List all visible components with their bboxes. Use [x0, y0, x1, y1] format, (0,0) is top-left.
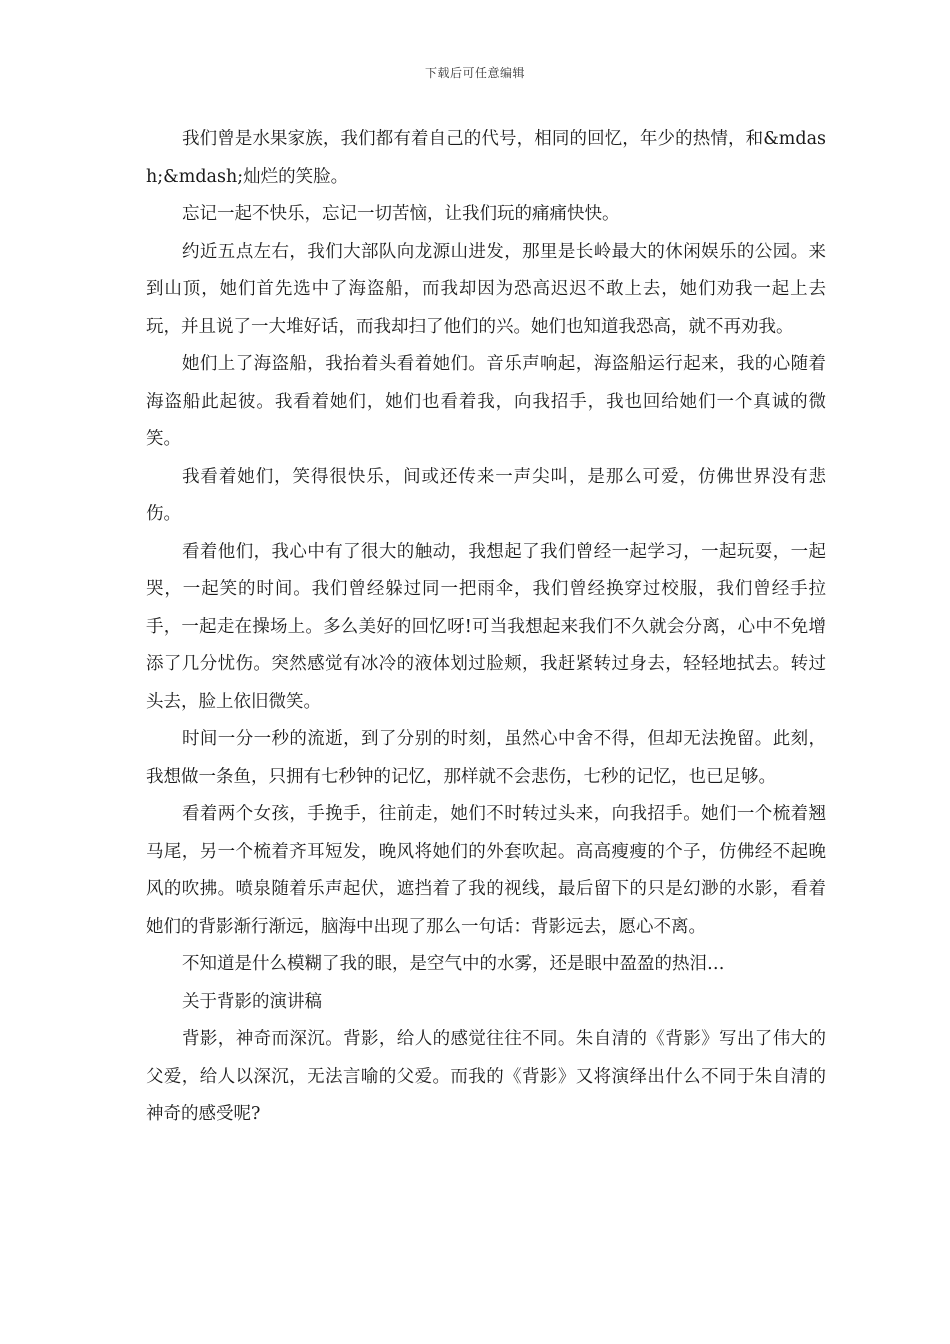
- paragraph-happy-laughter: 我看着她们，笑得很快乐，间或还传来一声尖叫，是那么可爱，仿佛世界没有悲伤。: [146, 466, 826, 524]
- section-title-speech: 关于背影的演讲稿: [182, 991, 322, 1012]
- paragraph-pirate-ship: 她们上了海盗船，我抬着头看着她们。音乐声响起，海盗船运行起来，我的心随着海盗船此起彼。我看着她们，她们也看着我，向我招手，我也回给她们一个真诚的微笑。: [146, 354, 826, 449]
- paragraph-farewell-time: 时间一分一秒的流逝，到了分别的时刻，虽然心中舍不得，但却无法挽留。此刻，我想做一条鱼，只拥有七秒钟的记忆，那样就不会悲伤，七秒的记忆，也已足够。: [146, 729, 826, 787]
- article-body: [146, 121, 826, 1134]
- paragraph-two-girls: 看着两个女孩，手挽手，往前走，她们不时转过头来，向我招手。她们一个梳着翘马尾，另一个梳着齐耳短发，晚风将她们的外套吹起。高高瘦瘦的个子，仿佛经不起晚风的吹拂。喷泉随着乐声起伏，遮挡着了我的视线，最后留下的只是幻渺的水影，看着她们的背影渐行渐远，脑海中出现了那么一句话：背影远去，愿心不离。: [146, 804, 826, 937]
- paragraph-back-view: 背影，神奇而深沉。背影，给人的感觉往往不同。朱自清的《背影》写出了伟大的父爱，给人以深沉，无法言喻的父爱。而我的《背影》又将演绎出什么不同于朱自清的神奇的感受呢?: [146, 1029, 826, 1124]
- paragraph-fruit-family: 我们曾是水果家族，我们都有着自己的代号，相同的回忆，年少的热情，和&mdash;&mdash;灿烂的笑脸。: [146, 129, 826, 187]
- paragraph-forget-troubles: 忘记一起不快乐，忘记一切苦恼，让我们玩的痛痛快快。: [182, 204, 620, 224]
- paragraph-longyuan-park: 约近五点左右，我们大部队向龙源山进发，那里是长岭最大的休闲娱乐的公园。来到山顶，她们首先选中了海盗船，而我却因为恐高迟迟不敢上去，她们劝我一起上去玩，并且说了一大堆好话，而我却扫了他们的兴。她们也知道我恐高，就不再劝我。: [146, 241, 826, 337]
- paragraph-memories: 看着他们，我心中有了很大的触动，我想起了我们曾经一起学习，一起玩耍，一起哭，一起笑的时间。我们曾经躲过同一把雨伞，我们曾经换穿过校服，我们曾经手拉手，一起走在操场上。多么美好的回忆呀!可当我想起来我们不久就会分离，心中不免增添了几分忧伤。突然感觉有冰冷的液体划过脸颊，我赶紧转过身去，轻轻地拭去。转过头去，脸上依旧微笑。: [146, 541, 826, 712]
- page-header-note: 下载后可任意编辑: [424, 66, 525, 80]
- paragraph-blurred-eyes: 不知道是什么模糊了我的眼，是空气中的水雾，还是眼中盈盈的热泪…: [182, 954, 725, 974]
